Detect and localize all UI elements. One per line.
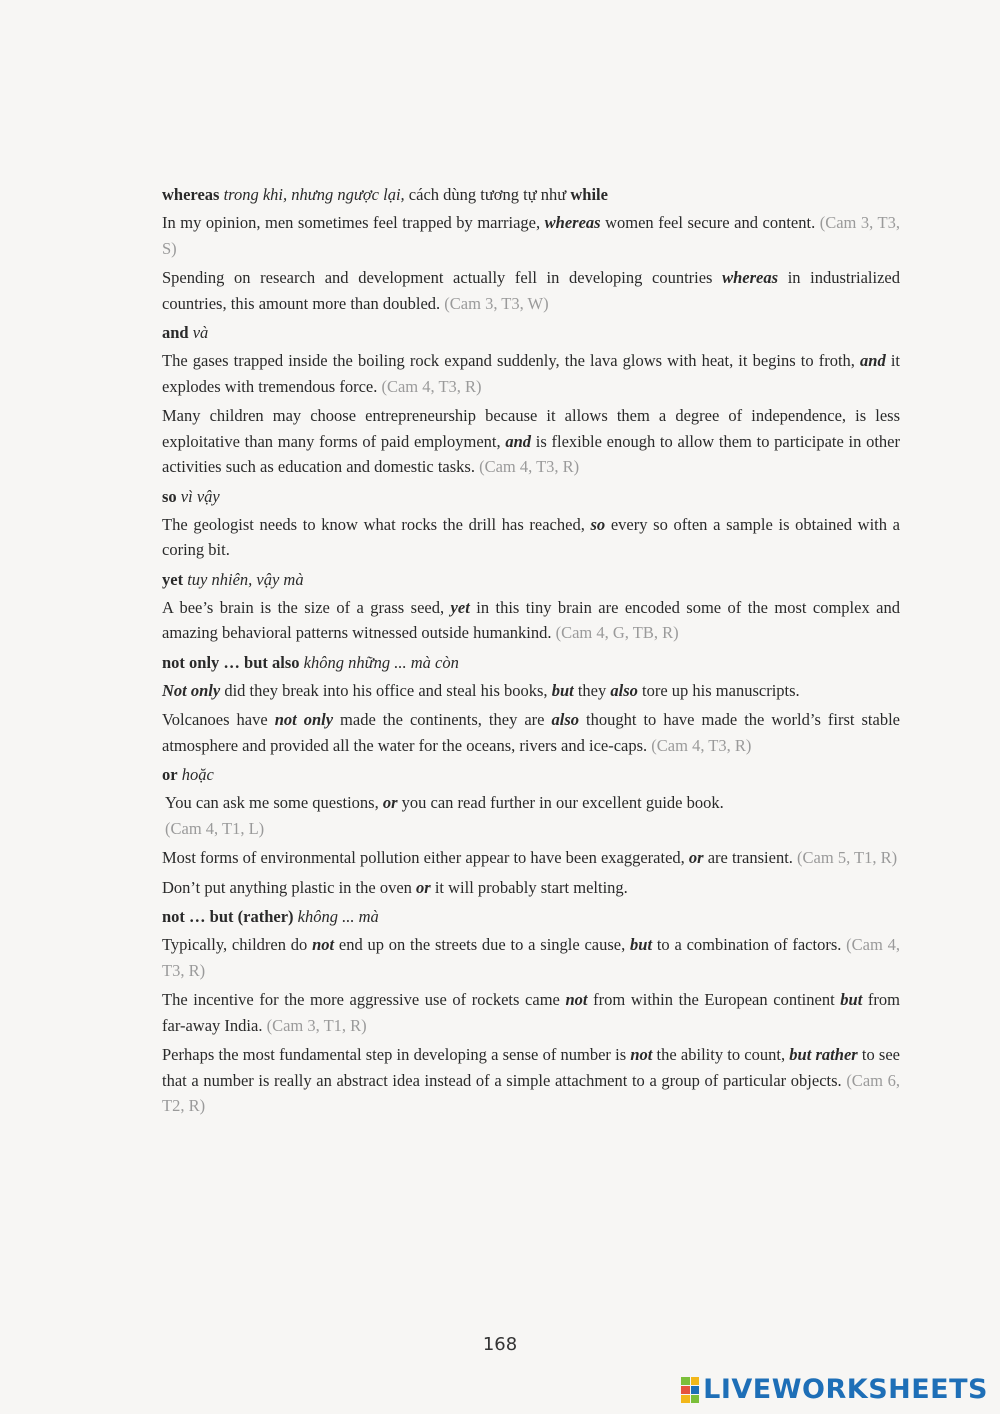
conjunction-term: not only … but also: [162, 652, 300, 672]
conjunction-term: yet: [162, 569, 184, 589]
highlighted-conjunction: not: [312, 935, 335, 954]
source-reference: (Cam 4, T1, L): [165, 818, 265, 838]
sentence-text: Most forms of environmental pollution either appear to have been exaggerated,: [162, 848, 689, 867]
highlighted-conjunction: whereas: [722, 268, 779, 287]
highlighted-conjunction: but: [551, 680, 574, 700]
source-reference: (Cam 3, T3, W): [444, 293, 549, 313]
page-number: 168: [482, 1334, 518, 1355]
highlighted-conjunction: and: [505, 431, 532, 451]
highlighted-conjunction: not only: [274, 710, 334, 729]
example-sentence: [162, 987, 900, 1038]
conjunction-term: so: [162, 486, 177, 506]
highlighted-conjunction: yet: [450, 597, 470, 617]
section-heading: [162, 567, 900, 592]
sentence-text: women feel secure and content.: [600, 213, 820, 232]
section-heading: [162, 904, 900, 929]
example-sentence: [162, 512, 900, 563]
sentence-text: they: [573, 680, 611, 700]
vietnamese-meaning: và: [192, 323, 209, 342]
highlighted-conjunction: also: [551, 710, 580, 729]
sentence-text: Don’t put anything plastic in the oven: [162, 877, 417, 897]
highlighted-conjunction: or: [382, 793, 398, 812]
source-reference: (Cam 5, T1, R): [797, 848, 898, 867]
section-heading: [162, 650, 900, 675]
sentence-text: to a combination of factors.: [652, 935, 847, 954]
vietnamese-meaning: không ... mà: [297, 907, 379, 926]
usage-note: cách dùng tương tự như: [404, 185, 571, 204]
source-reference: (Cam 4, T3, R): [651, 735, 752, 755]
example-sentence: [162, 595, 900, 646]
source-reference: (Cam 4, T3, R): [162, 935, 900, 980]
conjunction-term: whereas: [162, 185, 220, 204]
example-sentence: [162, 265, 900, 316]
sentence-text: you can read further in our excellent guide book.: [397, 793, 724, 812]
highlighted-conjunction: but: [840, 990, 863, 1009]
example-sentence: [162, 875, 900, 901]
sentence-text: Spending on research and development actually fell in developing countries: [162, 268, 723, 287]
sentence-text: Volcanoes have: [162, 710, 275, 729]
sentence-text: the ability to count,: [652, 1045, 790, 1064]
liveworksheets-brand[interactable]: [681, 1374, 988, 1405]
sentence-text: to see that a number is really an abstract idea instead of a simple attachment to a group of particular objects.: [162, 1045, 900, 1090]
sentence-text: Many children may choose entrepreneurship because it allows them a degree of independence, is less exploitative than many forms of paid employment,: [162, 406, 900, 451]
sentence-text: Perhaps the most fundamental step in developing a sense of number is: [162, 1045, 631, 1064]
sentence-text: In my opinion, men sometimes feel trapped by marriage,: [162, 213, 545, 232]
highlighted-conjunction: or: [416, 877, 431, 897]
example-sentence: [162, 403, 900, 480]
source-reference: (Cam 3, T3, S): [162, 213, 900, 258]
vietnamese-meaning: trong khi, nhưng ngược lại,: [223, 185, 405, 204]
conjunction-term: not … but (rather): [162, 907, 294, 926]
section-heading: [162, 484, 900, 509]
highlighted-conjunction: and: [860, 351, 886, 370]
example-sentence: [162, 678, 900, 704]
document-body: [162, 182, 900, 1123]
highlighted-conjunction: not: [565, 990, 588, 1009]
sentence-text: are transient.: [703, 848, 798, 867]
usage-note-term: while: [570, 185, 608, 204]
liveworksheets-logo-icon: [681, 1377, 699, 1403]
highlighted-conjunction: so: [590, 514, 606, 534]
section-heading: [162, 320, 900, 345]
sentence-text: it explodes with tremendous force.: [162, 351, 900, 396]
sentence-text: from far-away India.: [162, 990, 900, 1035]
vietnamese-meaning: hoặc: [181, 765, 214, 784]
sentence-text: did they break into his office and steal his books,: [220, 680, 552, 700]
vietnamese-meaning: không những ... mà còn: [303, 652, 459, 672]
sentence-text: is flexible enough to allow them to participate in other activities such as education and domestic tasks.: [162, 431, 901, 476]
highlighted-conjunction: but rather: [789, 1045, 858, 1064]
sentence-text: end up on the streets due to a single cause,: [334, 935, 631, 954]
brand-name: LIVEWORKSHEETS: [703, 1374, 988, 1405]
highlighted-conjunction: or: [688, 848, 704, 867]
source-reference: (Cam 3, T1, R): [266, 1015, 367, 1035]
sentence-text: The gases trapped inside the boiling rock expand suddenly, the lava glows with heat, it begins to froth,: [162, 351, 861, 370]
sentence-text: thought to have made the world’s first stable atmosphere and provided all the water for the oceans, rivers and ice-caps.: [162, 710, 900, 755]
sentence-text: Typically, children do: [162, 935, 313, 954]
highlighted-conjunction: also: [610, 680, 638, 700]
example-sentence: [162, 790, 900, 841]
example-sentence: [162, 348, 900, 399]
vietnamese-meaning: vì vậy: [180, 486, 220, 506]
sentence-text: it will probably start melting.: [430, 877, 628, 897]
conjunction-term: or: [162, 765, 178, 784]
sentence-text: A bee’s brain is the size of a grass seed,: [162, 597, 451, 617]
sentence-text: You can ask me some questions,: [165, 793, 383, 812]
sentence-text: made the continents, they are: [333, 710, 552, 729]
source-reference: (Cam 4, G, TB, R): [555, 623, 679, 642]
highlighted-conjunction: but: [630, 935, 653, 954]
sentence-text: tore up his manuscripts.: [637, 680, 800, 700]
highlighted-conjunction: whereas: [544, 213, 601, 232]
sentence-text: The geologist needs to know what rocks the drill has reached,: [162, 514, 591, 534]
sentence-text: from within the European continent: [587, 990, 841, 1009]
sentence-text: in industrialized countries, this amount more than doubled.: [162, 268, 900, 313]
source-reference: (Cam 4, T3, R): [381, 376, 482, 396]
example-sentence: [162, 210, 900, 261]
highlighted-conjunction: not: [630, 1045, 653, 1064]
example-sentence: [162, 1042, 900, 1119]
example-sentence: [162, 707, 900, 758]
sentence-text: every so often a sample is obtained with a coring bit.: [162, 514, 901, 559]
example-sentence: [162, 932, 900, 983]
sentence-text: The incentive for the more aggressive use of rockets came: [162, 990, 566, 1009]
conjunction-term: and: [162, 323, 189, 342]
section-heading: [162, 762, 900, 787]
example-sentence: [162, 845, 900, 871]
section-heading: [162, 182, 900, 207]
highlighted-conjunction: Not only: [162, 680, 221, 700]
source-reference: (Cam 6, T2, R): [162, 1070, 900, 1115]
sentence-text: in this tiny brain are encoded some of the most complex and amazing behavioral patterns witnessed outside humankind.: [162, 597, 900, 642]
source-reference: (Cam 4, T3, R): [479, 457, 580, 476]
vietnamese-meaning: tuy nhiên, vậy mà: [187, 569, 304, 589]
